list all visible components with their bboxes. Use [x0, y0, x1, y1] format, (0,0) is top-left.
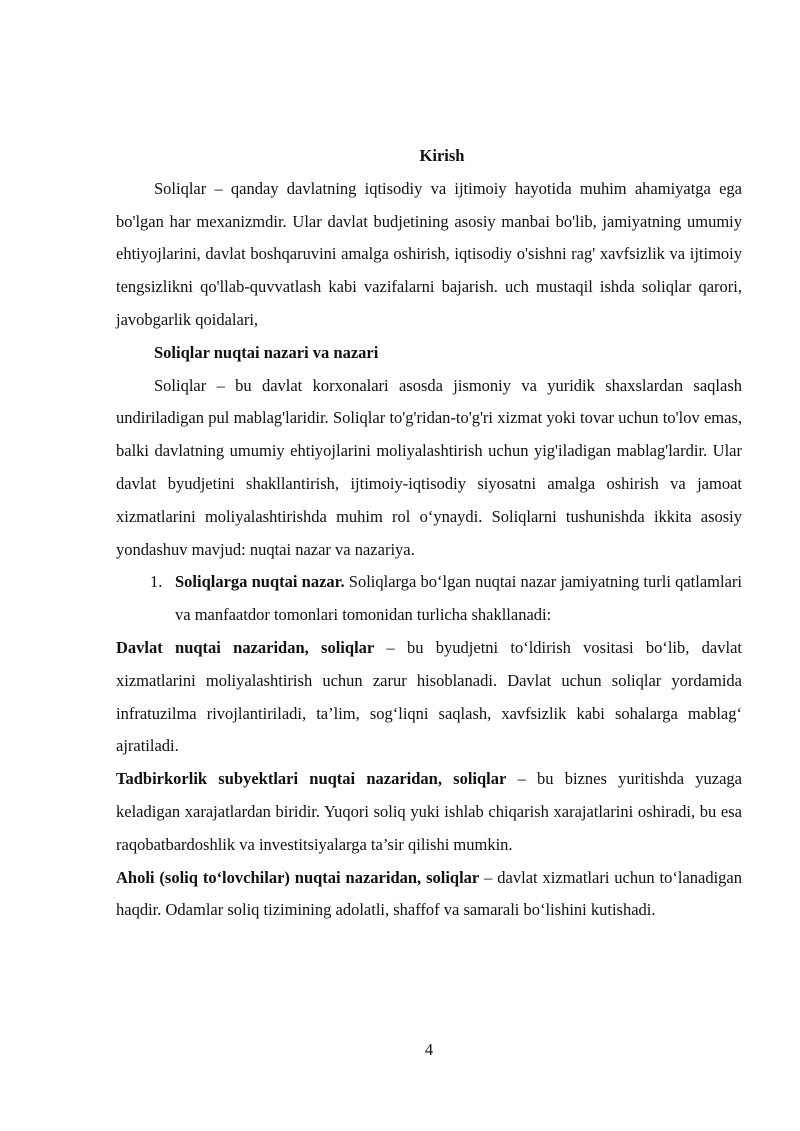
view-paragraph-population — [116, 862, 742, 928]
list-item-text: Soliqlarga bo‘lgan nuqtai nazar jamiyatning turli qatlamlari va manfaatdor tomonlari tomonidan turlicha shakllanadi: — [175, 572, 742, 625]
view-paragraph-business — [116, 763, 742, 861]
document-page — [116, 140, 742, 927]
view-bold-state: Davlat nuqtai nazaridan, soliqlar — [116, 637, 375, 657]
view-text-state: – bu byudjetni to‘ldirish vositasi bo‘lib, davlat xizmatlarini moliyalashtirish uchun zarur hisoblanadi. Davlat uchun soliqlar yordamida infratuzilma rivojlantiriladi, ta’lim, sog‘liqni saqlash, xavfsizlik kabi sohalarga mablag‘ ajratiladi. — [116, 637, 742, 756]
list-item-number: 1. — [150, 572, 163, 592]
section-heading: Soliqlar nuqtai nazari va nazari — [154, 342, 379, 362]
view-paragraph-state — [116, 632, 742, 763]
section-paragraph: Soliqlar – bu davlat korxonalari asosda jismoniy va yuridik shaxslardan saqlash undiriladigan pul mablag'laridir. Soliqlar to'g'ridan-to'g'ri xizmat yoki tovar uchun to'lov emas, balki davlatning umumiy ehtiyojlarini moliyalashtirish uchun yig'iladigan mablag'lardir. Ular davlat byudjetini shakllantirish, ijtimoiy-iqtisodiy siyosatni amalga oshirish va jamoat xizmatlarini moliyalashtirishda muhim rol o‘ynaydi. Soliqlarni tushunishda ikkita asosiy yondashuv mavjud: nuqtai nazar va nazariya. — [116, 375, 742, 559]
view-bold-business: Tadbirkorlik subyektlari nuqtai nazaridan, soliqlar — [116, 769, 507, 789]
list-item-bold: Soliqlarga nuqtai nazar. — [175, 572, 345, 592]
numbered-list-item — [116, 566, 742, 632]
page-number: 4 — [424, 1040, 434, 1059]
view-text-business: – bu biznes yuritishda yuzaga keladigan xarajatlardan biridir. Yuqori soliq yuki ishlab chiqarish xarajatlarini oshiradi, bu esa raqobatbardoshlik va investitsiyalarga ta’sir qilishi mumkin. — [116, 769, 742, 854]
intro-paragraph: Soliqlar – qanday davlatning iqtisodiy va ijtimoiy hayotida muhim ahamiyatga ega bo'lgan har mexanizmdir. Ular davlat budjetining asosiy manbai bo'lib, jamiyatning umumiy ehtiyojlarini, davlat boshqaruvini amalga oshirish, iqtisodiy o'sishni rag' xavfsizlik va ijtimoiy tengsizlikni qo'llab-quvvatlash kabi vazifalarni bajarish. uch mustaqil ishda soliqlar qarori, javobgarlik qoidalari, — [116, 178, 742, 329]
view-text-population: – davlat xizmatlari uchun to‘lanadigan haqdir. Odamlar soliq tizimining adolatli, shaffof va samarali bo‘lishini kutishadi. — [116, 867, 742, 920]
list-item-body — [175, 566, 742, 632]
view-bold-population: Aholi (soliq to‘lovchilar) nuqtai nazaridan, soliqlar — [116, 867, 480, 887]
page-title: Kirish — [419, 146, 465, 165]
